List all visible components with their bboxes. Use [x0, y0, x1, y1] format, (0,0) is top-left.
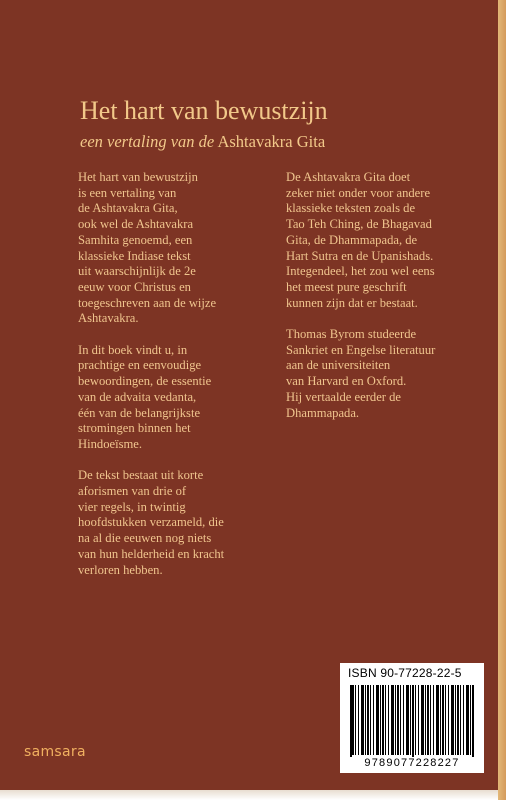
text-line: klassieke teksten zoals de: [286, 201, 416, 216]
text-line: kunnen zijn dat er bestaat.: [286, 295, 418, 310]
subtitle-roman: Ashtavakra Gita: [217, 132, 326, 151]
blurb-paragraph: [78, 170, 268, 327]
text-line: Gita, de Dhammapada, de: [286, 232, 418, 247]
subtitle-italic: een vertaling van de: [80, 132, 215, 151]
text-line: eeuw voor Christus en: [78, 279, 191, 294]
text-line: Dhammapada.: [286, 405, 360, 420]
isbn-barcode-box: [340, 663, 484, 773]
text-line: toegeschreven aan de wijze: [78, 295, 217, 310]
text-line: na al die eeuwen nog niets: [78, 531, 212, 546]
book-subtitle: [80, 132, 325, 152]
text-line: ook wel de Ashtavakra: [78, 217, 194, 232]
text-line: het meest pure geschrift: [286, 279, 407, 294]
text-line: Thomas Byrom studeerde: [286, 327, 417, 342]
blurb-paragraph: [78, 468, 268, 578]
text-line: Hij vertaalde eerder de: [286, 389, 402, 404]
text-line: In dit boek vindt u, in: [78, 342, 188, 357]
page-bottom-edge: [0, 790, 498, 800]
barcode-number: 9789077228227: [340, 757, 484, 769]
isbn-label: ISBN 90-77228-22-5: [348, 666, 462, 680]
text-line: van de advaita vedanta,: [78, 389, 197, 404]
text-line: Samhita genoemd, een: [78, 232, 193, 247]
text-line: bewoordingen, de essentie: [78, 374, 212, 389]
blurb-left-column: [78, 170, 268, 594]
text-line: van Harvard en Oxford.: [286, 374, 407, 389]
barcode-guard: [350, 685, 352, 762]
blurb-paragraph: [286, 170, 478, 311]
text-line: hoofdstukken verzameld, die: [78, 515, 224, 530]
blurb-right-column: [286, 170, 478, 437]
text-line: één van de belangrijkste: [78, 405, 201, 420]
book-title: Het hart van bewustzijn: [80, 96, 328, 125]
barcode-guard: [412, 685, 414, 762]
text-line: verloren hebben.: [78, 562, 163, 577]
author-bio: [286, 327, 478, 421]
text-line: Tao Teh Ching, de Bhagavad: [286, 217, 432, 232]
text-line: Het hart van bewustzijn: [78, 170, 198, 184]
text-line: is een vertaling van: [78, 185, 177, 200]
publisher-logo: samsara: [24, 744, 86, 760]
text-line: uit waarschijnlijk de 2e: [78, 264, 196, 279]
text-line: de Ashtavakra Gita,: [78, 201, 178, 216]
book-spine-edge: [498, 0, 506, 800]
text-line: prachtige en eenvoudige: [78, 358, 202, 373]
text-line: Integendeel, het zou wel eens: [286, 264, 435, 279]
text-line: aan de universiteiten: [286, 358, 391, 373]
text-line: Ashtavakra.: [78, 311, 139, 326]
barcode-guard: [472, 685, 474, 762]
text-line: De tekst bestaat uit korte: [78, 468, 204, 483]
text-line: van hun helderheid en kracht: [78, 546, 225, 561]
text-line: De Ashtavakra Gita doet: [286, 170, 411, 184]
text-line: zeker niet onder voor andere: [286, 185, 431, 200]
text-line: stromingen binnen het: [78, 421, 191, 436]
text-line: aforismen van drie of: [78, 484, 187, 499]
text-line: Sankriet en Engelse literatuur: [286, 342, 436, 357]
text-line: Hindoeïsme.: [78, 436, 143, 451]
blurb-paragraph: [78, 343, 268, 453]
text-line: Hart Sutra en de Upanishads.: [286, 248, 434, 263]
text-line: vier regels, in twintig: [78, 499, 186, 514]
text-line: klassieke Indiase tekst: [78, 248, 191, 263]
